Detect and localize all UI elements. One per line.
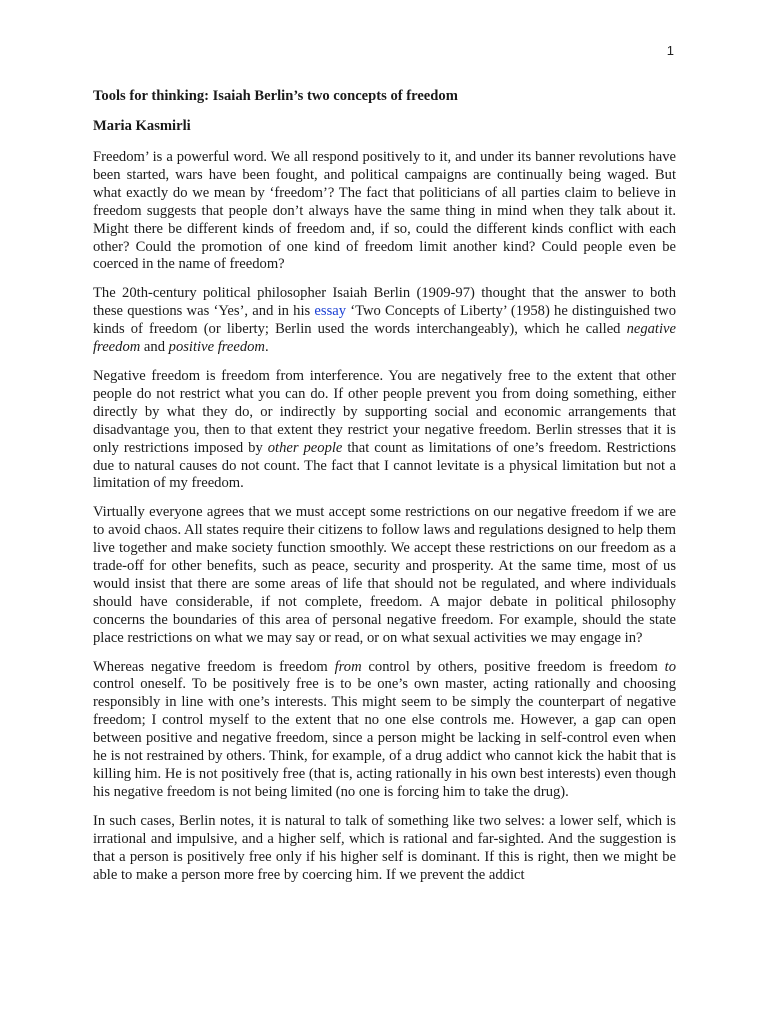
essay-link[interactable]: essay [314,303,347,320]
term-other-people: other people [267,439,343,456]
paragraph-5 [93,659,676,802]
paragraph-2-text-a: The 20th-century political philosopher Isaiah Berlin (1909-97) thought that the answer to both these questions was ‘Yes’, and in his [93,285,676,320]
page-number: 1 [666,43,674,58]
term-negative-freedom: negative freedom [93,321,676,356]
paragraph-1-text: Freedom’ is a powerful word. We all respond positively to it, and under its banner revolutions have been started, wars have been fought, and political campaigns are continually being waged. But what exactly do we mean by ‘freedom’? The fact that politicians of all parties claim to believe in freedom suggests that people don’t always have the same thing in mind when they talk about it. Might there be different kinds of freedom and, if so, could the different kinds conflict with each other? Could the promotion of one kind of freedom limit another kind? Could people even be coerced in the name of freedom? [93,149,676,273]
paragraph-4-text: Virtually everyone agrees that we must accept some restrictions on our negative freedom if we are to avoid chaos. All states require their citizens to follow laws and regulations designed to help them live together and make society function smoothly. We accept these restrictions on our freedom as a trade-off for other benefits, such as peace, security and prosperity. At the same time, most of us would insist that there are some areas of life that should not be regulated, and where individuals should have considerable, if not complete, freedom. A major debate in political philosophy concerns the boundaries of this area of personal negative freedom. For example, should the state place restrictions on what we may say or read, or on what sexual activities we may engage in? [93,504,676,646]
term-positive-freedom: positive freedom [168,339,265,356]
document-title: Tools for thinking: Isaiah Berlin’s two concepts of freedom [93,88,458,104]
paragraph-6-text: In such cases, Berlin notes, it is natural to talk of something like two selves: a lower self, which is irrational and impulsive, and a higher self, which is rational and far-sighted. And the suggestion is that a person is positively free only if his higher self is dominant. If this is right, then we might be able to make a person more free by coercing him. If we prevent the addict [93,812,676,883]
paragraph-2-text-b: ‘Two Concepts of Liberty’ (1958) he distinguished two kinds of freedom (or liberty; Berlin used the words interchangeably), which he called [93,303,676,338]
author-name: Maria Kasmirli [93,118,191,134]
paragraph-5-text-c: control oneself. To be positively free is to be one’s own master, acting rationally and choosing responsibly in line with one’s interests. This might seem to be simply the counterpart of negative freedom; I control myself to the extent that no one else controls me. However, a gap can open between positive and negative freedom, since a person might be lacking in self-control even when he is not restrained by others. Think, for example, of a drug addict who cannot kick the habit that is killing him. He is not positively free (that is, acting rationally in his own best interests) even though his negative freedom is not being limited (no one is forcing him to take the drug). [93,676,676,800]
paragraph-6 [93,813,676,885]
paragraph-2-text-c: and [140,339,169,356]
paragraph-2 [93,285,676,357]
paragraph-3-text-a: Negative freedom is freedom from interference. You are negatively free to the extent that other people do not restrict what you can do. If other people prevent you from doing something, either directly by what they do, or indirectly by supporting social and economic arrangements that disadvantage you, then to that extent they restrict your negative freedom. Berlin stresses that it is only restrictions imposed by [93,367,676,456]
paragraph-3-text-b: that count as limitations of one’s freedom. Restrictions due to natural causes do not count. The fact that I cannot levitate is a physical limitation but not a limitation of my freedom. [93,439,677,492]
term-from: from [334,658,362,675]
document-body [93,86,676,895]
paragraph-5-text-b: control by others, positive freedom is freedom [361,658,665,675]
paragraph-3 [93,368,676,493]
paragraph-5-text-a: Whereas negative freedom is freedom [93,658,335,675]
paragraph-1 [93,149,676,274]
paragraph-2-text-d: . [264,339,269,356]
paragraph-4 [93,504,676,647]
term-to: to [664,658,676,675]
